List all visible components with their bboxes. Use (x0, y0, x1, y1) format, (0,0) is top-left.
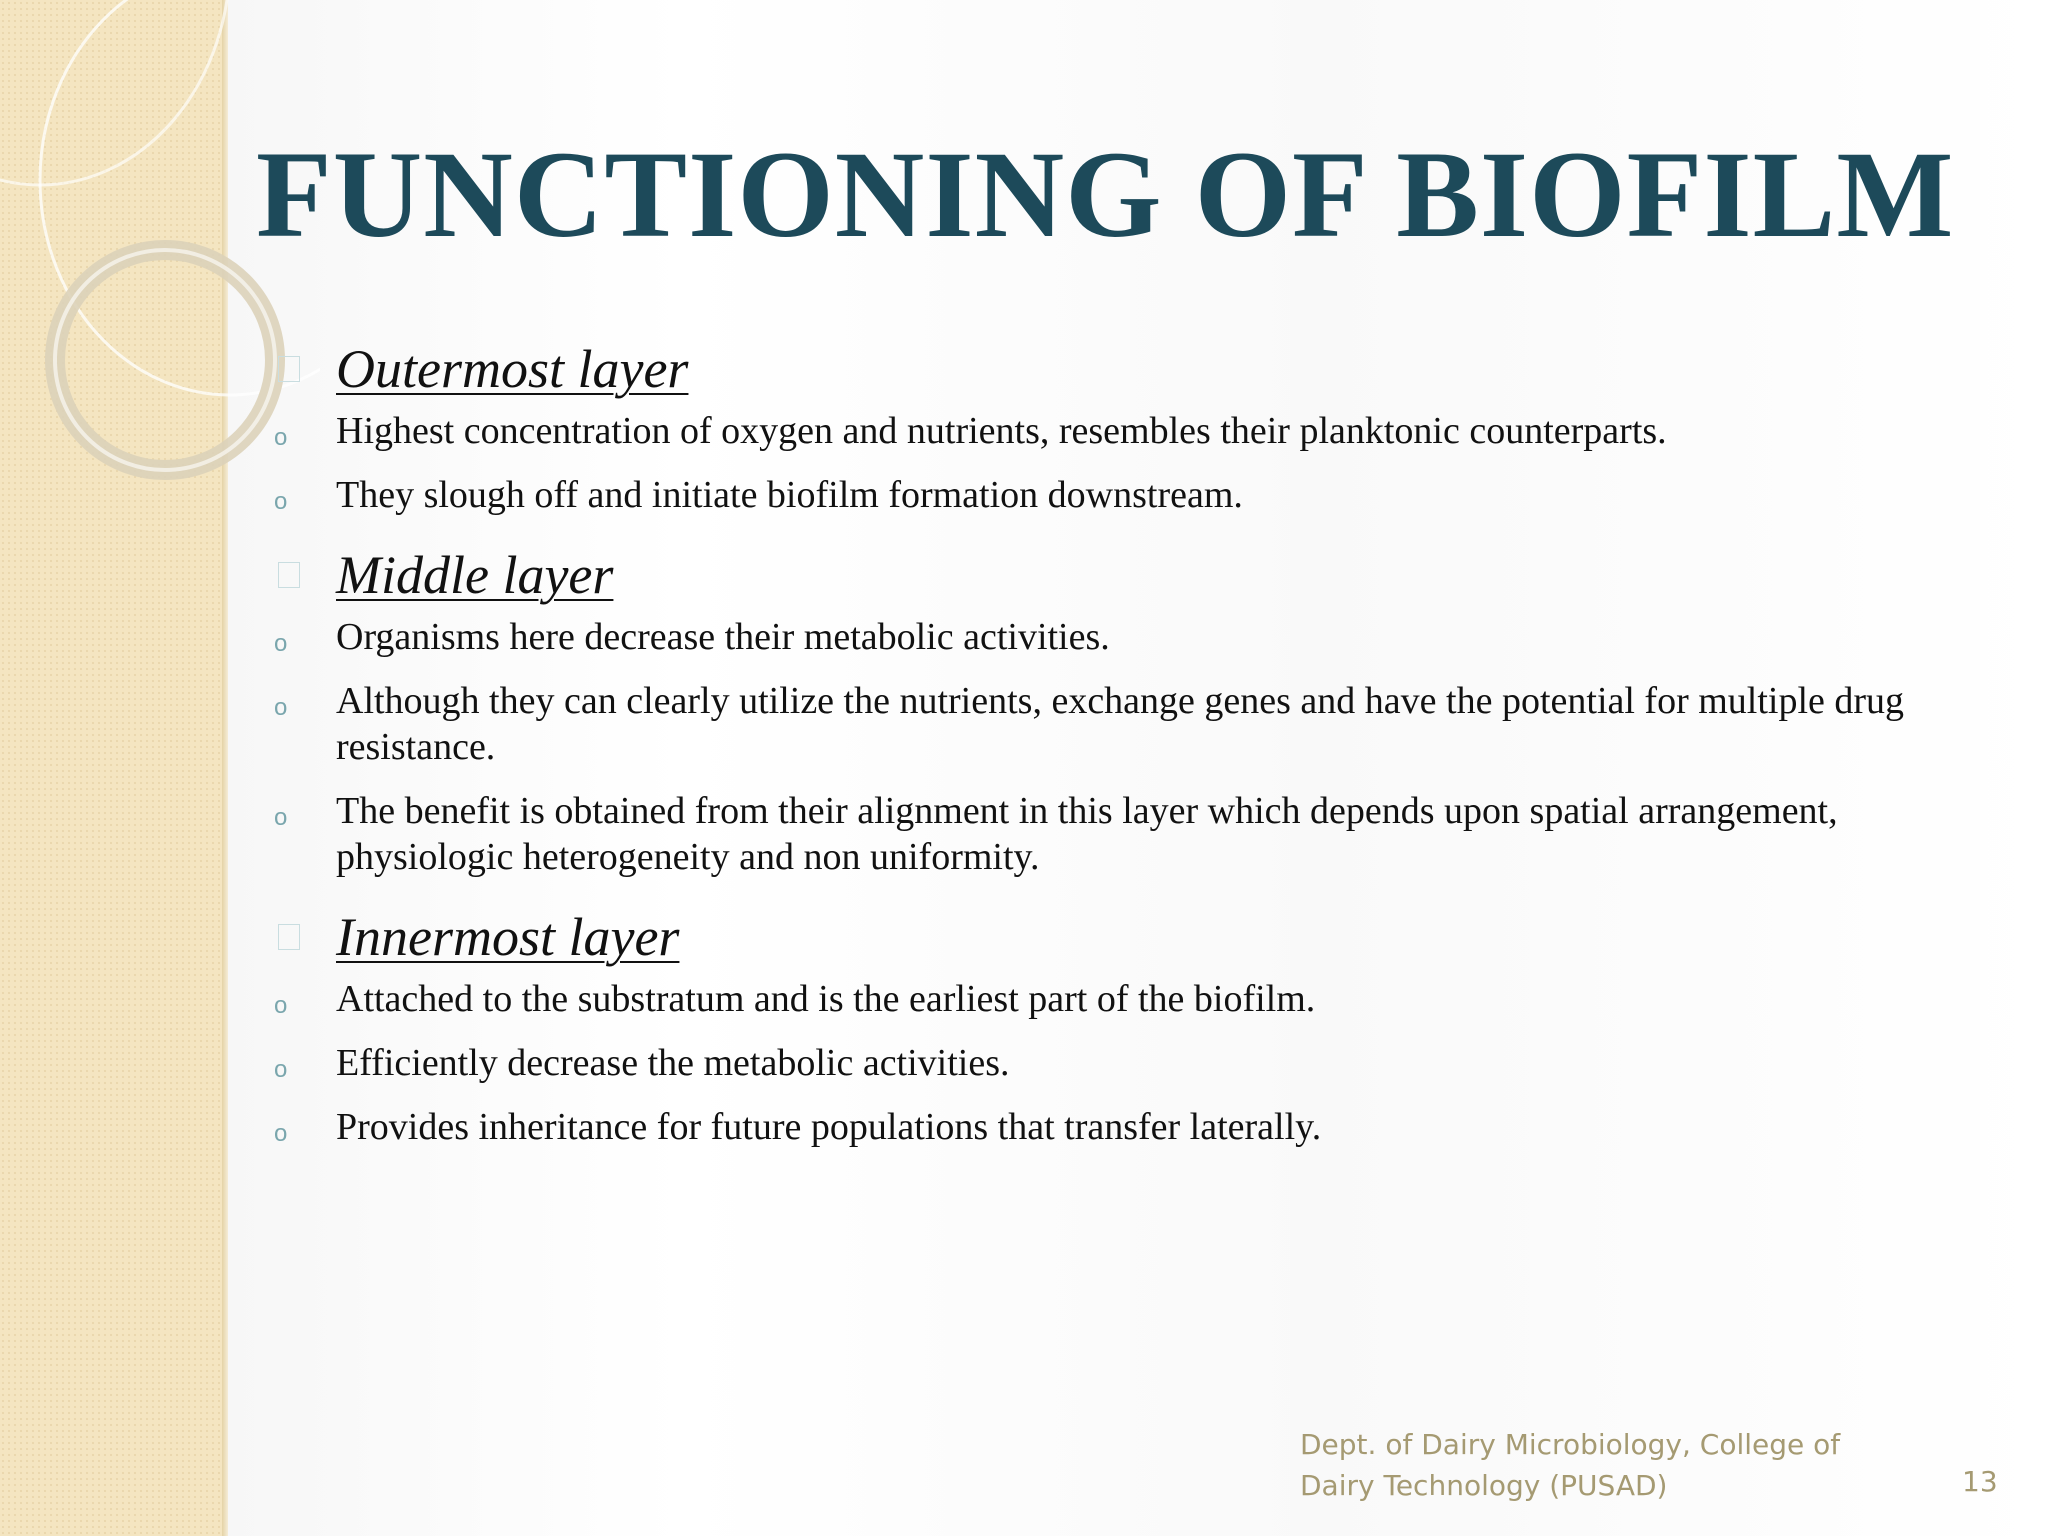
list-item (270, 976, 2010, 1022)
section-outermost-layer (270, 330, 2010, 518)
list-item-text: Organisms here decrease their metabolic activities. (336, 616, 1110, 658)
section-heading (270, 330, 2010, 408)
slide-footer: Dept. of Dairy Microbiology, College of Dairy Technology (PUSAD) (1300, 1428, 1841, 1502)
circle-bullet-icon: o (274, 424, 288, 451)
section-middle-layer (270, 536, 2010, 880)
list-item-text: The benefit is obtained from their alignment in this layer which depends upon spatial arrangement, physiologic heterogeneity and non uniformity. (336, 790, 1838, 878)
square-bullet-icon (278, 562, 300, 588)
section-innermost-layer (270, 898, 2010, 1150)
circle-bullet-icon: o (274, 488, 288, 515)
list-item-text: Efficiently decrease the metabolic activities. (336, 1042, 1010, 1084)
circle-bullet-icon: o (274, 630, 288, 657)
circle-bullet-icon: o (274, 1056, 288, 1083)
list-item-text: Highest concentration of oxygen and nutrients, resembles their planktonic counterparts. (336, 410, 1667, 452)
list-item (270, 1040, 2010, 1086)
section-heading-text: Middle layer (336, 545, 614, 605)
list-item-text: They slough off and initiate biofilm formation downstream. (336, 474, 1243, 516)
list-item-text: Although they can clearly utilize the nutrients, exchange genes and have the potential for multiple drug resistance. (336, 680, 1905, 768)
section-heading (270, 536, 2010, 614)
circle-bullet-icon: o (274, 804, 288, 831)
list-item (270, 678, 2010, 770)
list-item-text: Attached to the substratum and is the earliest part of the biofilm. (336, 978, 1316, 1020)
list-item-text: Provides inheritance for future populations that transfer laterally. (336, 1106, 1322, 1148)
list-item (270, 472, 2010, 518)
page-number: 13 (1962, 1465, 1998, 1498)
slide-title: FUNCTIONING OF BIOFILM (256, 126, 1955, 263)
section-heading-text: Outermost layer (336, 339, 689, 399)
square-bullet-icon (278, 356, 300, 382)
list-item (270, 788, 2010, 880)
decorative-sidebar (0, 0, 228, 1536)
section-heading-text: Innermost layer (336, 907, 680, 967)
list-item (270, 408, 2010, 454)
circle-bullet-icon: o (274, 1120, 288, 1147)
section-heading (270, 898, 2010, 976)
circle-bullet-icon: o (274, 992, 288, 1019)
list-item (270, 614, 2010, 660)
square-bullet-icon (278, 924, 300, 950)
slide-body (270, 330, 2010, 1168)
circle-bullet-icon: o (274, 694, 288, 721)
list-item (270, 1104, 2010, 1150)
